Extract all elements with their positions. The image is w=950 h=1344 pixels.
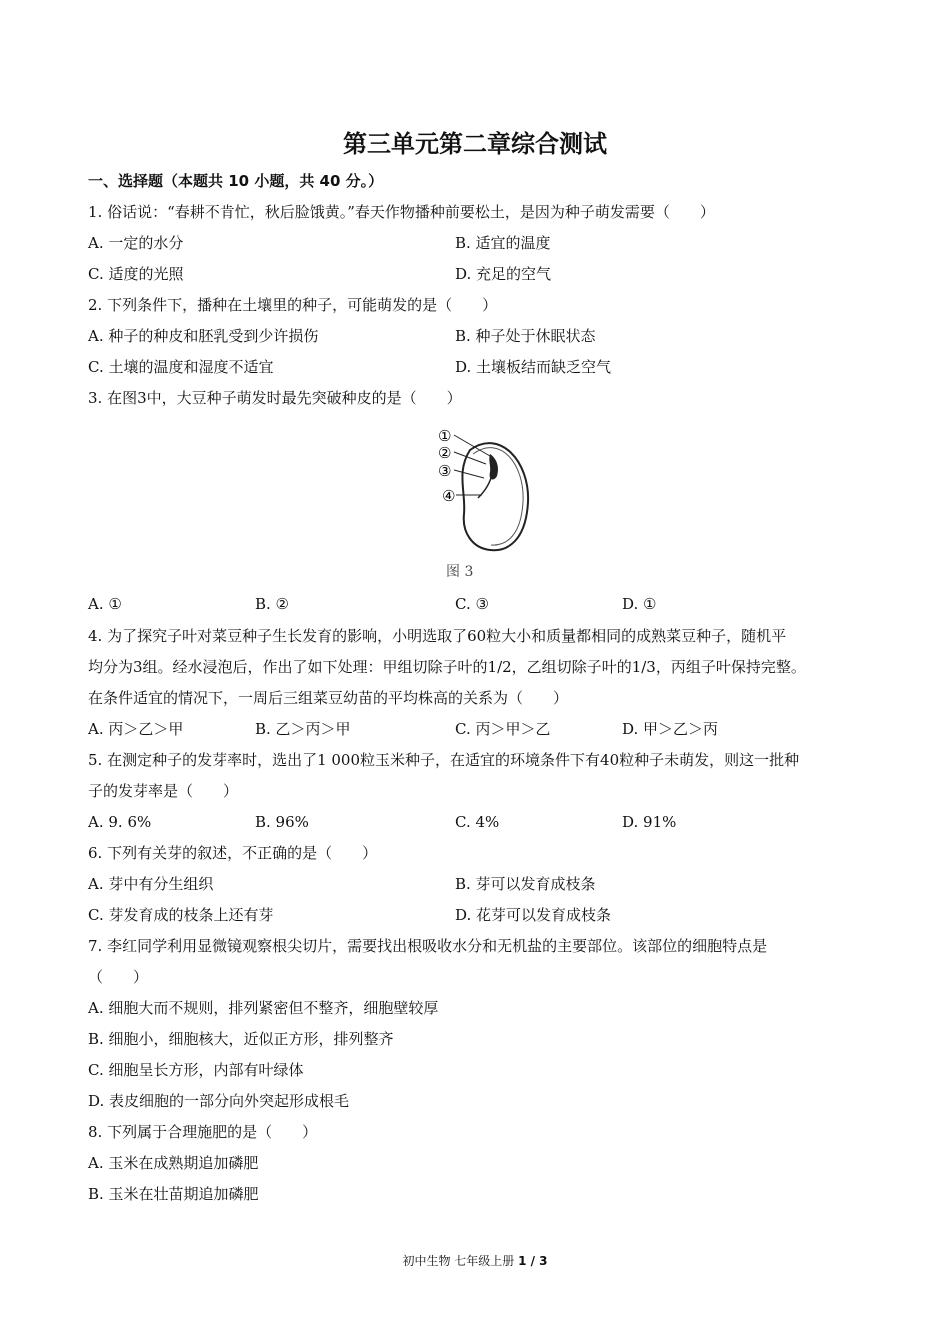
question-1-option-d: D. 充足的空气 — [455, 265, 552, 283]
question-6-stem: 6. 下列有关芽的叙述，不正确的是（ ） — [88, 844, 378, 862]
question-4-option-a: A. 丙＞乙＞甲 — [88, 720, 184, 738]
question-1-option-b: B. 适宜的温度 — [455, 234, 551, 252]
question-8-option-b: B. 玉米在壮苗期追加磷肥 — [88, 1185, 259, 1203]
question-3-option-b: B. ② — [255, 595, 290, 613]
question-5-line-2: 子的发芽率是（ ） — [88, 782, 239, 800]
page-title: 第三单元第二章综合测试 — [343, 130, 607, 158]
question-8-stem: 8. 下列属于合理施肥的是（ ） — [88, 1123, 318, 1141]
question-6-option-d: D. 花芽可以发育成枝条 — [455, 906, 612, 924]
question-2-option-b: B. 种子处于休眠状态 — [455, 327, 596, 345]
question-4-option-b: B. 乙＞丙＞甲 — [255, 720, 351, 738]
page-number: 1 / 3 — [518, 1254, 548, 1268]
question-4-line-1: 4. 为了探究子叶对菜豆种子生长发育的影响，小明选取了60粒大小和质量都相同的成熟菜豆种子，随机平 — [88, 627, 787, 645]
question-7-line-2: （ ） — [88, 968, 149, 986]
question-3-option-c: C. ③ — [455, 595, 489, 613]
leader-line-1 — [454, 435, 490, 456]
question-6-option-b: B. 芽可以发育成枝条 — [455, 875, 596, 893]
page-footer — [0, 1252, 950, 1269]
question-7-option-c: C. 细胞呈长方形，内部有叶绿体 — [88, 1061, 304, 1079]
figure-label-2: ② — [438, 444, 452, 462]
question-7-option-a: A. 细胞大而不规则，排列紧密但不整齐，细胞壁较厚 — [88, 999, 439, 1017]
figure-label-4: ④ — [442, 487, 456, 505]
figure-label-3: ③ — [438, 462, 452, 480]
leader-line-3 — [454, 470, 484, 478]
question-7-option-d: D. 表皮细胞的一部分向外突起形成根毛 — [88, 1092, 350, 1110]
footer-text: 初中生物 七年级上册 — [402, 1254, 519, 1268]
question-6-option-a: A. 芽中有分生组织 — [88, 875, 214, 893]
embryo-plumule — [478, 474, 492, 498]
question-8-option-a: A. 玉米在成熟期追加磷肥 — [88, 1154, 259, 1172]
question-6-option-c: C. 芽发育成的枝条上还有芽 — [88, 906, 274, 924]
question-2-option-d: D. 土壤板结而缺乏空气 — [455, 358, 612, 376]
question-4-option-c: C. 丙＞甲＞乙 — [455, 720, 551, 738]
question-5-option-b: B. 96% — [255, 813, 309, 831]
section-heading: 一、选择题（本题共 10 小题，共 40 分。） — [88, 172, 384, 190]
question-2-option-c: C. 土壤的温度和湿度不适宜 — [88, 358, 274, 376]
question-4-line-3: 在条件适宜的情况下，一周后三组菜豆幼苗的平均株高的关系为（ ） — [88, 689, 569, 707]
question-4-line-2: 均分为3组。经水浸泡后，作出了如下处理：甲组切除子叶的1/2，乙组切除子叶的1/3，丙组子叶保持完整。 — [88, 658, 806, 676]
figure-label-1: ① — [438, 427, 452, 445]
question-3-stem: 3. 在图3中，大豆种子萌发时最先突破种皮的是（ ） — [88, 389, 462, 407]
question-3-option-a: A. ① — [88, 595, 122, 613]
question-5-option-a: A. 9. 6% — [88, 813, 152, 831]
question-5-line-1: 5. 在测定种子的发芽率时，选出了1 000粒玉米种子，在适宜的环境条件下有40粒种子未萌发，则这一批种 — [88, 751, 800, 769]
embryo-radicle — [489, 454, 498, 479]
soybean-seed-figure — [430, 422, 540, 582]
question-7-option-b: B. 细胞小，细胞核大，近似正方形，排列整齐 — [88, 1030, 394, 1048]
question-2-option-a: A. 种子的种皮和胚乳受到少许损伤 — [88, 327, 319, 345]
question-4-option-d: D. 甲＞乙＞丙 — [622, 720, 719, 738]
question-1-option-c: C. 适度的光照 — [88, 265, 184, 283]
question-1-option-a: A. 一定的水分 — [88, 234, 184, 252]
question-7-line-1: 7. 李红同学利用显微镜观察根尖切片，需要找出根吸收水分和无机盐的主要部位。该部位的细胞特点是 — [88, 937, 768, 955]
leader-line-2 — [454, 452, 486, 464]
question-5-option-c: C. 4% — [455, 813, 500, 831]
question-3-option-d: D. ① — [622, 595, 657, 613]
question-1-stem: 1. 俗话说：“春耕不肯忙，秋后脸饿黄。”春天作物播种前要松土，是因为种子萌发需要（ ） — [88, 203, 715, 221]
figure-caption: 图 3 — [446, 564, 474, 580]
question-2-stem: 2. 下列条件下，播种在土壤里的种子，可能萌发的是（ ） — [88, 296, 498, 314]
question-5-option-d: D. 91% — [622, 813, 677, 831]
